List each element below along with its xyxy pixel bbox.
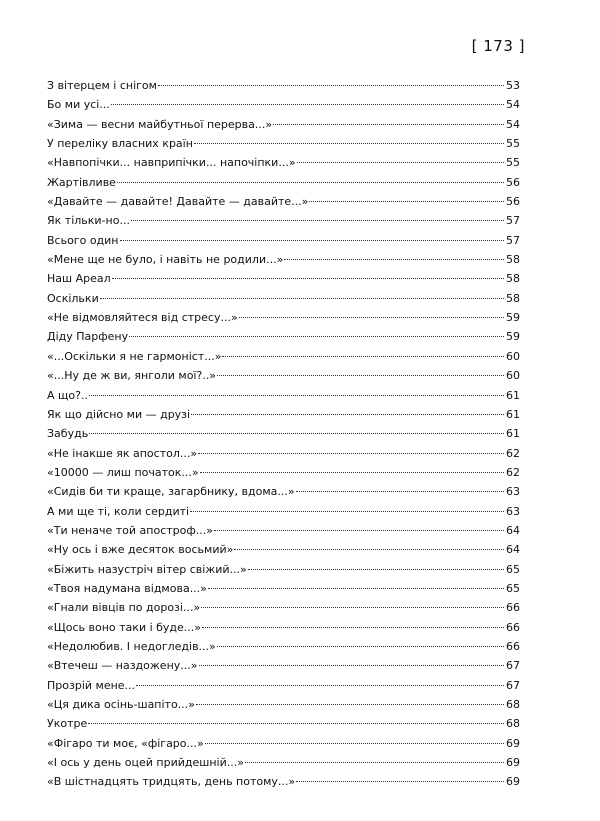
toc-entry bbox=[47, 714, 520, 733]
dot-leader bbox=[217, 646, 504, 647]
toc-entry-page: 59 bbox=[506, 330, 520, 344]
toc-entry-page: 56 bbox=[506, 195, 520, 209]
toc-entry-page: 67 bbox=[506, 659, 520, 673]
dot-leader bbox=[120, 240, 505, 241]
toc-entry-page: 69 bbox=[506, 756, 520, 770]
toc-entry bbox=[47, 482, 520, 501]
toc-entry-page: 58 bbox=[506, 272, 520, 286]
toc-entry bbox=[47, 521, 520, 540]
toc-entry bbox=[47, 405, 520, 424]
toc-entry-title: «І ось у день оцей прийдешній...» bbox=[47, 756, 244, 770]
toc-entry-title: «Твоя надумана відмова...» bbox=[47, 581, 207, 595]
toc-entry bbox=[47, 192, 520, 211]
dot-leader bbox=[214, 530, 504, 531]
toc-entry-page: 67 bbox=[506, 678, 520, 692]
toc-entry bbox=[47, 540, 520, 559]
toc-entry-title: «В шістнадцять тридцять, день потому...» bbox=[47, 775, 296, 789]
toc-entry-title: «Ти неначе той апостроф...» bbox=[47, 523, 213, 537]
dot-leader bbox=[117, 182, 504, 183]
dot-leader bbox=[284, 259, 504, 260]
dot-leader bbox=[199, 665, 505, 666]
toc-entry-page: 53 bbox=[506, 79, 520, 92]
dot-leader bbox=[100, 298, 504, 299]
toc-entry-page: 68 bbox=[506, 717, 520, 731]
dot-leader bbox=[222, 356, 504, 357]
toc-entry-title: «Ну ось і вже десяток восьмий» bbox=[47, 543, 234, 557]
toc-entry-page: 64 bbox=[506, 543, 520, 557]
toc-entry-page: 68 bbox=[506, 698, 520, 711]
toc-entry bbox=[47, 347, 520, 366]
toc-entry-title: «Не інакше як апостол...» bbox=[47, 446, 198, 460]
toc-entry-page: 66 bbox=[506, 601, 520, 615]
toc-entry-title: «Мене ще не було, і навіть не родили...» bbox=[47, 253, 284, 267]
dot-leader bbox=[297, 162, 504, 163]
toc-entry bbox=[47, 95, 520, 114]
toc-entry bbox=[47, 308, 520, 327]
toc-entry bbox=[47, 560, 520, 579]
toc-entry-page: 56 bbox=[506, 175, 520, 189]
dot-leader bbox=[217, 375, 504, 376]
dot-leader bbox=[88, 723, 504, 724]
toc-entry-title: Забудь bbox=[47, 427, 89, 441]
toc-entry bbox=[47, 598, 520, 617]
toc-entry-title: Всього один bbox=[47, 233, 119, 247]
page-number: [ 173 ] bbox=[471, 37, 525, 55]
toc-entry bbox=[47, 753, 520, 772]
toc-entry bbox=[47, 734, 520, 753]
toc-entry-page: 59 bbox=[506, 311, 520, 325]
toc-entry bbox=[47, 502, 520, 521]
toc-entry-page: 62 bbox=[506, 446, 520, 460]
toc-entry-page: 57 bbox=[506, 233, 520, 247]
toc-entry bbox=[47, 656, 520, 675]
dot-leader bbox=[191, 414, 504, 415]
toc-entry-page: 69 bbox=[506, 736, 520, 750]
toc-entry-title: Як що дійсно ми — друзі bbox=[47, 407, 191, 421]
toc-entry-title: «Недолюбив. І недогледів...» bbox=[47, 639, 216, 653]
toc-entry bbox=[47, 327, 520, 346]
toc-entry-title: А що?.. bbox=[47, 388, 88, 402]
toc-entry-title: «...Ну де ж ви, янголи мої?..» bbox=[47, 369, 217, 383]
dot-leader bbox=[208, 588, 504, 589]
toc-entry bbox=[47, 772, 520, 791]
dot-leader bbox=[273, 124, 504, 125]
toc-entry-page: 54 bbox=[506, 98, 520, 112]
dot-leader bbox=[111, 104, 504, 105]
toc-entry-title: Прозрій мене... bbox=[47, 678, 136, 692]
dot-leader bbox=[296, 781, 504, 782]
toc-entry-page: 63 bbox=[506, 485, 520, 499]
toc-entry-page: 62 bbox=[506, 465, 520, 479]
dot-leader bbox=[131, 220, 504, 221]
toc-entry bbox=[47, 173, 520, 192]
dot-leader bbox=[245, 762, 504, 763]
dot-leader bbox=[202, 627, 504, 628]
toc-entry-page: 60 bbox=[506, 349, 520, 363]
dot-leader bbox=[200, 472, 504, 473]
dot-leader bbox=[89, 433, 504, 434]
toc-entry bbox=[47, 676, 520, 695]
toc-entry-title: «Сидів би ти краще, загарбнику, вдома...» bbox=[47, 485, 295, 499]
toc-entry-title: «Гнали вівців по дорозі...» bbox=[47, 601, 201, 615]
toc-entry-title: А ми ще ті, коли сердиті bbox=[47, 504, 190, 518]
toc-entry-title: Оскільки bbox=[47, 291, 99, 305]
table-of-contents bbox=[47, 76, 520, 792]
toc-entry-page: 69 bbox=[506, 775, 520, 789]
toc-entry-page: 65 bbox=[506, 581, 520, 595]
toc-entry-page: 57 bbox=[506, 214, 520, 228]
toc-entry bbox=[47, 231, 520, 250]
toc-entry-title: «Щось воно таки і буде...» bbox=[47, 620, 202, 634]
toc-entry bbox=[47, 637, 520, 656]
toc-entry-title: Бо ми усі... bbox=[47, 98, 110, 112]
toc-entry-title: «Навпопічки... навприпічки... напочіпки...» bbox=[47, 156, 296, 170]
toc-entry-title: Як тільки-но... bbox=[47, 214, 130, 228]
toc-entry bbox=[47, 134, 520, 153]
toc-entry-page: 64 bbox=[506, 523, 520, 537]
toc-entry bbox=[47, 579, 520, 598]
toc-entry bbox=[47, 211, 520, 230]
dot-leader bbox=[129, 336, 504, 337]
toc-entry bbox=[47, 269, 520, 288]
dot-leader bbox=[89, 395, 504, 396]
dot-leader bbox=[196, 704, 504, 705]
toc-entry-page: 55 bbox=[506, 156, 520, 170]
toc-entry-title: Наш Ареал bbox=[47, 272, 111, 286]
dot-leader bbox=[190, 511, 504, 512]
toc-entry-title: Укотре bbox=[47, 717, 88, 731]
toc-entry-title: У переліку власних країн bbox=[47, 137, 193, 151]
toc-entry-page: 65 bbox=[506, 562, 520, 576]
toc-entry-title: «Давайте — давайте! Давайте — давайте...» bbox=[47, 195, 309, 209]
toc-entry-title: «Зима — весни майбутньої перерва...» bbox=[47, 117, 273, 131]
toc-entry-page: 58 bbox=[506, 291, 520, 305]
toc-entry-page: 60 bbox=[506, 369, 520, 383]
toc-entry-page: 63 bbox=[506, 504, 520, 518]
dot-leader bbox=[136, 685, 504, 686]
toc-entry-page: 66 bbox=[506, 620, 520, 634]
toc-entry-title: «Втечеш — наздожену...» bbox=[47, 659, 198, 673]
toc-entry bbox=[47, 463, 520, 482]
toc-entry bbox=[47, 618, 520, 637]
toc-entry-title: З вітерцем і снігом bbox=[47, 79, 157, 92]
dot-leader bbox=[309, 201, 504, 202]
toc-entry-title: «Біжить назустріч вітер свіжий...» bbox=[47, 562, 247, 576]
toc-entry-title: «Ця дика осінь-шапіто...» bbox=[47, 698, 195, 711]
toc-entry bbox=[47, 250, 520, 269]
toc-entry-page: 61 bbox=[506, 427, 520, 441]
toc-entry-title: Жартівливе bbox=[47, 175, 116, 189]
toc-entry bbox=[47, 153, 520, 172]
toc-entry-page: 55 bbox=[506, 137, 520, 151]
toc-entry-title: «Фігаро ти моє, «фігаро...» bbox=[47, 736, 204, 750]
dot-leader bbox=[234, 549, 504, 550]
toc-entry bbox=[47, 289, 520, 308]
toc-entry bbox=[47, 386, 520, 405]
toc-entry-title: «...Оскільки я не гармоніст...» bbox=[47, 349, 222, 363]
dot-leader bbox=[194, 143, 504, 144]
dot-leader bbox=[112, 278, 504, 279]
dot-leader bbox=[296, 491, 504, 492]
toc-entry-page: 61 bbox=[506, 388, 520, 402]
toc-entry-page: 58 bbox=[506, 253, 520, 267]
toc-entry-page: 54 bbox=[506, 117, 520, 131]
toc-entry-page: 61 bbox=[506, 407, 520, 421]
toc-entry-title: Діду Парфену bbox=[47, 330, 129, 344]
toc-entry bbox=[47, 424, 520, 443]
dot-leader bbox=[201, 607, 504, 608]
toc-entry-title: «10000 — лиш початок...» bbox=[47, 465, 199, 479]
dot-leader bbox=[239, 317, 504, 318]
dot-leader bbox=[248, 569, 504, 570]
toc-entry-page: 66 bbox=[506, 639, 520, 653]
dot-leader bbox=[158, 85, 504, 86]
dot-leader bbox=[205, 743, 504, 744]
toc-entry bbox=[47, 115, 520, 134]
toc-entry bbox=[47, 76, 520, 95]
dot-leader bbox=[198, 453, 504, 454]
toc-entry bbox=[47, 444, 520, 463]
toc-entry bbox=[47, 695, 520, 714]
toc-entry-title: «Не відмовляйтеся від стресу...» bbox=[47, 311, 238, 325]
toc-entry bbox=[47, 366, 520, 385]
